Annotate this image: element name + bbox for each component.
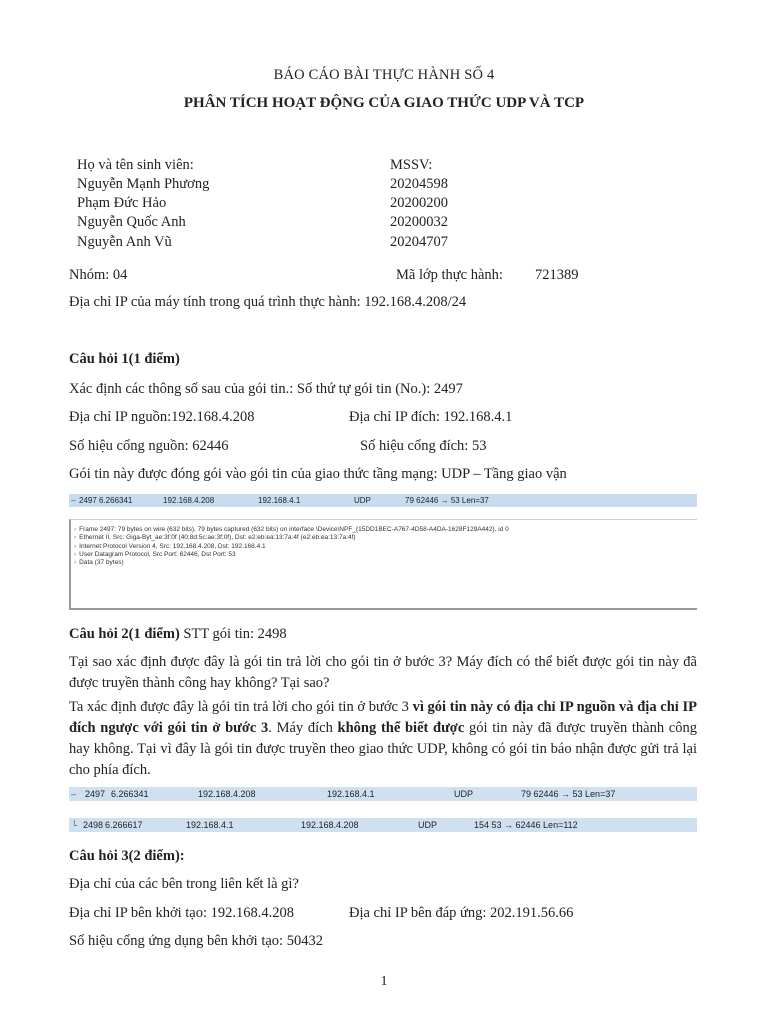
- packet-proto: UDP: [418, 820, 438, 830]
- packet-row: – 2497 6.266341 192.168.4.208 192.168.4.1 UDP 79 62446 → 53 Len=37: [69, 787, 697, 801]
- packet-row: – 2497 6.266341 192.168.4.208 192.168.4.1 UDP 79 62446 → 53 Len=37: [69, 494, 697, 507]
- student-name: Nguyễn Quốc Anh: [77, 214, 186, 230]
- chevron-right-icon: ›: [74, 526, 77, 533]
- group-label: Nhóm: 04: [69, 267, 128, 283]
- detail-data[interactable]: › Data (37 bytes): [74, 559, 124, 567]
- q1-dst-port: Số hiệu cổng đích: 53: [360, 438, 487, 454]
- chevron-right-icon: ›: [74, 542, 77, 550]
- packet-src: 192.168.4.1: [186, 820, 234, 830]
- q2-packet-number: STT gói tin: 2498: [179, 626, 287, 642]
- q1-dst-ip: Địa chỉ IP đích: 192.168.4.1: [349, 409, 513, 425]
- detail-frame[interactable]: › Frame 2497: 79 bytes on wire (632 bits), 79 bytes captured (632 bits) on interface \Device\NPF_{15DD1BEC-A767-4D58-A4DA-1628F129A442}, id 0: [74, 526, 509, 533]
- q2-heading-line: [69, 626, 287, 643]
- student-name: Nguyễn Anh Vũ: [77, 234, 172, 250]
- packet-dst: 192.168.4.1: [258, 496, 301, 505]
- q2-answer: Ta xác định được đây là gói tin trả lời cho gói tin ở bước 3 vì gói tin này có địa chỉ IP nguồn và địa chỉ IP đích ngược với gói tin ở bước 3. Máy đích không thể biết được gói tin này đã được truyền thành công hay không. Tại vì đây là gói tin được truyền theo giao thức UDP, không có gói tin báo nhận được gửi trả lại cho phía đích.: [69, 699, 697, 778]
- packet-info: 79 62446 → 53 Len=37: [405, 496, 489, 505]
- q1-encapsulation: Gói tin này được đóng gói vào gói tin của giao thức tầng mạng: UDP – Tầng giao vận: [69, 466, 567, 482]
- packet-details-pane: [69, 519, 697, 610]
- packet-time: 6.266341: [99, 496, 133, 505]
- packet-src: 192.168.4.208: [198, 789, 256, 799]
- packet-proto: UDP: [454, 789, 474, 799]
- packet-no: 2497: [79, 496, 97, 505]
- student-id-header: MSSV:: [390, 157, 433, 173]
- class-code-label: Mã lớp thực hành:: [396, 267, 503, 283]
- q1-src-port: Số hiệu cổng nguồn: 62446: [69, 438, 229, 454]
- q1-heading: Câu hỏi 1(1 điểm): [69, 351, 180, 367]
- detail-udp[interactable]: › User Datagram Protocol, Src Port: 62446, Dst Port: 53: [74, 550, 236, 558]
- packet-dst: 192.168.4.1: [327, 789, 375, 799]
- q2-question: Tại sao xác định được đây là gói tin trả lời cho gói tin ở bước 3? Máy đích có thể biết được gói tin này đã được truyền thành công hay không? Tại sao?: [69, 654, 697, 691]
- q3-responder-ip: Địa chỉ IP bên đáp ứng: 202.191.56.66: [349, 905, 574, 921]
- q2-heading: Câu hỏi 2(1 điểm): [69, 626, 180, 642]
- packet-src: 192.168.4.208: [163, 496, 215, 505]
- chevron-right-icon: ›: [74, 550, 77, 558]
- student-id: 20200032: [390, 214, 448, 230]
- q1-src-ip: Địa chỉ IP nguồn:192.168.4.208: [69, 409, 255, 425]
- packet-dst: 192.168.4.208: [301, 820, 359, 830]
- student-name: Phạm Đức Hảo: [77, 195, 167, 211]
- chevron-right-icon: ›: [74, 534, 77, 542]
- detail-ipv4[interactable]: › Internet Protocol Version 4, Src: 192.168.4.208, Dst: 192.168.4.1: [74, 542, 266, 550]
- student-id: 20204598: [390, 176, 448, 192]
- packet-info: 79 62446 → 53 Len=37: [521, 789, 616, 799]
- q3-question: Địa chỉ của các bên trong liên kết là gì?: [69, 876, 299, 892]
- ip-address-line: Địa chỉ IP của máy tính trong quá trình thực hành: 192.168.4.208/24: [69, 294, 467, 310]
- detail-ethernet[interactable]: › Ethernet II, Src: Giga-Byt_ae:3f:0f (40:8d:5c:ae:3f:0f), Dst: e2:eb:ea:13:7a:4f (e2:eb:ea:13:7a:4f): [74, 534, 356, 542]
- chevron-right-icon: ›: [74, 559, 77, 567]
- student-id: 20204707: [390, 234, 448, 250]
- packet-proto: UDP: [354, 496, 371, 505]
- student-name: Nguyễn Mạnh Phương: [77, 176, 210, 192]
- student-name-header: Họ và tên sinh viên:: [77, 157, 194, 173]
- packet-no: 2498: [83, 820, 104, 830]
- q3-initiator-port: Số hiệu cổng ứng dụng bên khởi tạo: 50432: [69, 933, 323, 949]
- student-id: 20200200: [390, 195, 448, 211]
- page-number: 1: [380, 974, 388, 989]
- report-title: BÁO CÁO BÀI THỰC HÀNH SỐ 4: [273, 67, 495, 83]
- packet-time: 6.266617: [105, 820, 143, 830]
- q3-heading: Câu hỏi 3(2 điểm):: [69, 848, 185, 864]
- report-subtitle: PHÂN TÍCH HOẠT ĐỘNG CỦA GIAO THỨC UDP VÀ TCP: [183, 95, 585, 111]
- packet-time: 6.266341: [111, 789, 149, 799]
- q1-packet-number: Xác định các thông số sau của gói tin.: Số thứ tự gói tin (No.): 2497: [69, 381, 463, 397]
- packet-info: 154 53 → 62446 Len=112: [474, 820, 578, 830]
- packet-row: └ 2498 6.266617 192.168.4.1 192.168.4.208 UDP 154 53 → 62446 Len=112: [69, 818, 697, 832]
- q3-initiator-ip: Địa chỉ IP bên khởi tạo: 192.168.4.208: [69, 905, 295, 921]
- class-code-value: 721389: [535, 267, 579, 283]
- packet-no: 2497: [85, 789, 106, 799]
